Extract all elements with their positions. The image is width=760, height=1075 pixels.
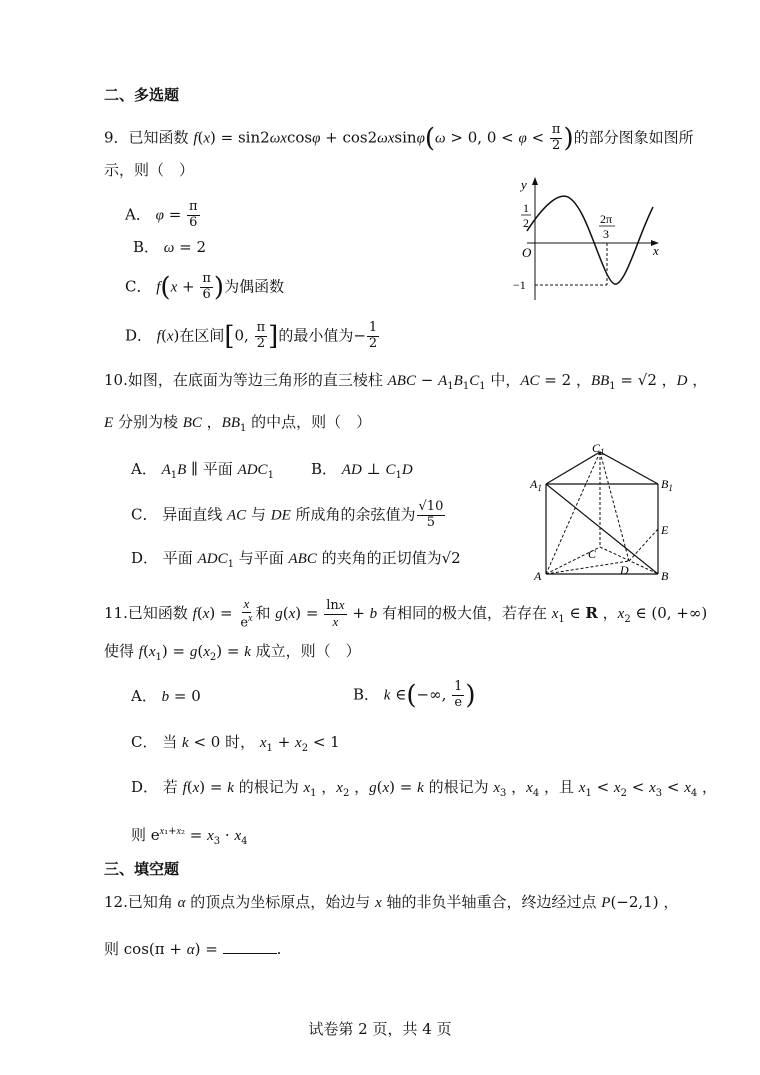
q11-option-a: A． b = 0 <box>131 687 201 705</box>
q10-stem-line2: E 分别为棱 BC ，$BB_1$ 的中点，则（ ） <box>104 413 372 434</box>
section-heading-fill: 三、填空题 <box>104 860 180 878</box>
x-tick-num: 2π <box>600 212 613 226</box>
q11-stem-line1: 11.已知函数 f(x) = $\frac{x}{e^x}$ 和 g(x) = $\frac{\ln x}{x}$ + b 有相同的极大值，若存在 $x_1$ ∈ R ，$x_2$ ∈ (0, +∞) <box>104 596 708 631</box>
q9-option-a: A． φ = $\frac{\pi}{6}$ <box>125 199 198 230</box>
q10-option-c: C． 异面直线 AC 与 DE 所成角的余弦值为 $\frac{√10}{5}$ <box>131 499 444 530</box>
section-heading-multi: 二、多选题 <box>104 86 180 104</box>
q11-option-c: C． 当 k < 0 时， $x_1 + x_2 < 1$ <box>131 733 340 754</box>
y-arrow-icon <box>532 177 538 185</box>
label-b: B <box>661 569 669 583</box>
y-tick-den: 2 <box>523 216 529 230</box>
label-a: A <box>534 569 542 583</box>
q10-option-d: D． 平面 $ADC_1$ 与平面 ABC 的夹角的正切值为√2 <box>131 549 461 570</box>
label-b1: $B_1$ <box>661 477 673 493</box>
y-label: y <box>521 177 527 192</box>
q11-option-b: B． k ∈(−∞, $\frac{1}{e}$ ) <box>353 679 476 711</box>
q9-option-c: C． f(x + $\frac{\pi}{6}$ )为偶函数 <box>125 271 285 303</box>
q9-stem-line1: 9．已知函数 f(x) = sin2ωxcosφ + cos2ωxsinφ(ω > 0, 0 < φ < $\frac{\pi}{2}$ )的部分图象如图所 <box>104 122 694 154</box>
q9-option-b: B． ω = 2 <box>133 238 207 256</box>
min-label: −1 <box>513 278 526 292</box>
q12-stem-line1: 12.已知角 α 的顶点为坐标原点，始边与 x 轴的非负半轴重合，终边经过点 P(−2,1) ， <box>104 893 679 911</box>
q9-stem-line2: 示，则（ ） <box>104 161 195 179</box>
q10-option-b: B． AD ⊥ $C_1D$ <box>311 460 413 481</box>
q11-stem-line2: 使得 $f(x_1) = g(x_2) = k$ 成立，则（ ） <box>104 642 361 663</box>
q11-option-d-line2: 则 $e^{x_1+x_2} = x_3 \cdot x_4$ <box>131 826 248 847</box>
x-label: x <box>653 243 659 258</box>
label-e: E <box>661 523 669 537</box>
sine-curve <box>527 196 653 284</box>
y-tick-num: 1 <box>523 201 529 215</box>
q9-sine-graph <box>505 175 665 305</box>
origin-label: O <box>522 245 532 260</box>
q9-option-d: D． f(x)在区间[0, $\frac{\pi}{2}$ ]的最小值为− $\frac{1}{2}$ <box>125 320 378 352</box>
page-footer: 试卷第 2 页，共 4 页 <box>308 1020 452 1038</box>
label-d: D <box>620 563 629 577</box>
label-c1: $C_1$ <box>592 442 605 457</box>
q10-option-a: A． $A_1B$ ∥ 平面 $ADC_1$ <box>131 460 274 481</box>
label-a1: $A_1$ <box>530 477 542 493</box>
x-tick-den: 3 <box>603 227 609 241</box>
q10-stem-line1: 10.如图，在底面为等边三角形的直三棱柱 ABC − $A_1B_1C_1$ 中，AC = 2 ，$BB_1 = √2$ ，D ， <box>104 371 708 392</box>
q10-prism-figure <box>528 442 680 584</box>
label-c: C <box>588 547 597 561</box>
q12-stem-line2: 则 cos(π + α) = . <box>104 940 282 958</box>
q11-option-d: D． 若 f(x) = k 的根记为 $x_1$ ，$x_2$ ，g(x) = k 的根记为 $x_3$ ，$x_4$ ，且 $x_1 < x_2 < x_3 < x_4$ ， <box>131 778 718 799</box>
edge-a1b <box>546 484 658 574</box>
